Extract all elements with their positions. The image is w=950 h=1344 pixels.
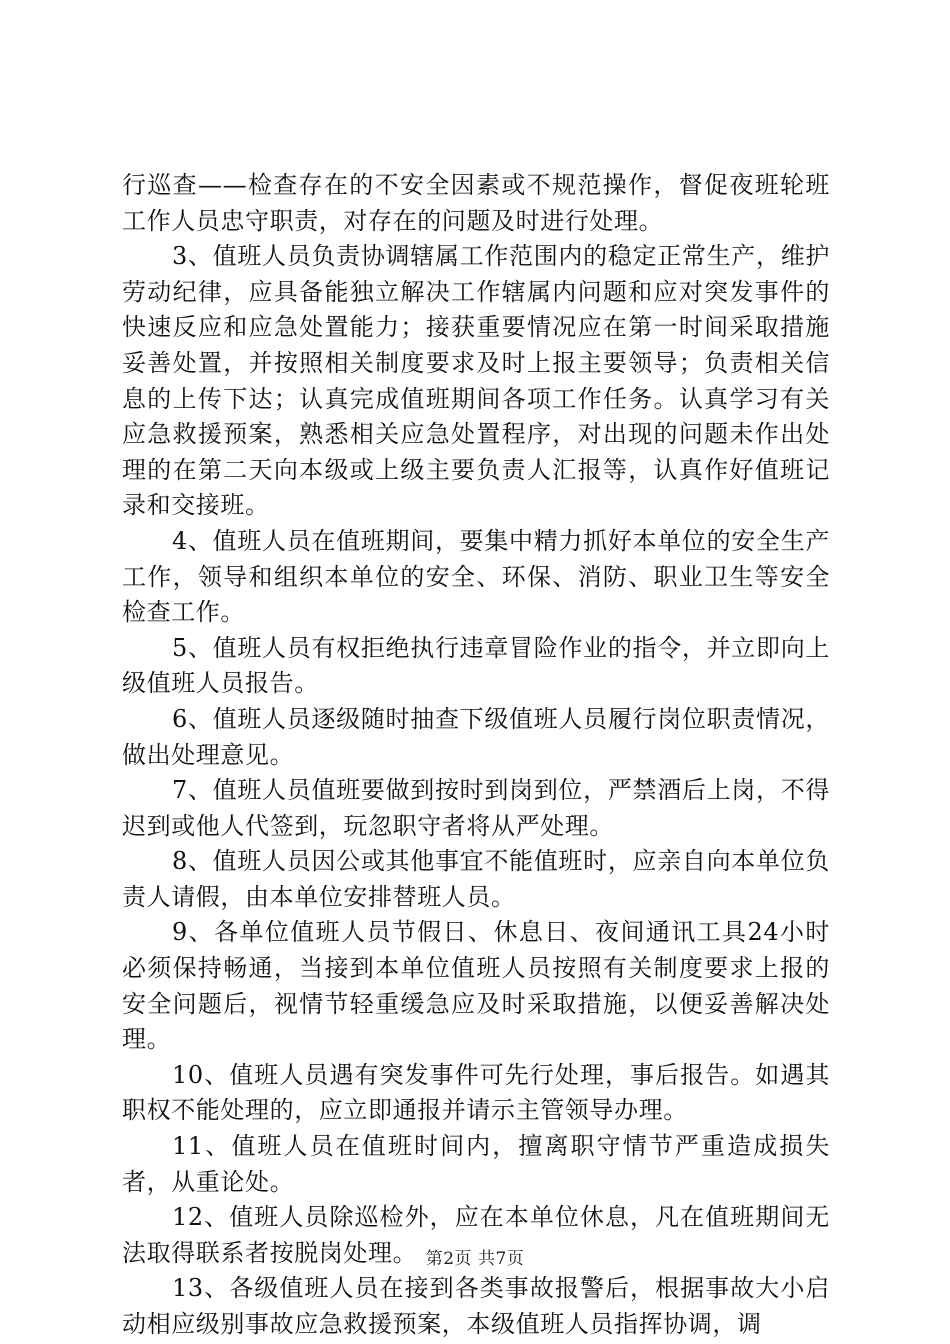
document-body	[122, 168, 830, 1343]
paragraph-continuation: 行巡查——检查存在的不安全因素或不规范操作，督促夜班轮班工作人员忠守职责，对存在的问题及时进行处理。	[122, 171, 830, 235]
paragraph-item-10: 10、值班人员遇有突发事件可先行处理，事后报告。如遇其职权不能处理的，应立即通报并请示主管领导办理。	[122, 1060, 830, 1125]
paragraph-item-3: 3、值班人员负责协调辖属工作范围内的稳定正常生产，维护劳动纪律，应具备能独立解决工作辖属内问题和应对突发事件的快速反应和应急处置能力；接获重要情况应在第一时间采取措施妥善处置，并按照相关制度要求及时上报主要领导；负责相关信息的上传下达；认真完成值班期间各项工作任务。认真学习有关应急救援预案，熟悉相关应急处置程序，对出现的问题未作出处理的在第二天向本级或上级主要负责人汇报等，认真作好值班记录和交接班。	[122, 242, 830, 520]
paragraph-item-13: 13、各级值班人员在接到各类事故报警后，根据事故大小启动相应级别事故应急救援预案，本级值班人员指挥协调，调	[122, 1274, 830, 1338]
paragraph-item-9: 9、各单位值班人员节假日、休息日、夜间通讯工具24小时必须保持畅通，当接到本单位值班人员按照有关制度要求上报的安全问题后，视情节轻重缓急应及时采取措施，以便妥善解决处理。	[122, 918, 830, 1054]
paragraph-item-8: 8、值班人员因公或其他事宜不能值班时，应亲自向本单位负责人请假，由本单位安排替班人员。	[122, 847, 830, 911]
paragraph-item-5: 5、值班人员有权拒绝执行违章冒险作业的指令，并立即向上级值班人员报告。	[122, 633, 830, 698]
paragraph-item-4: 4、值班人员在值班期间，要集中精力抓好本单位的安全生产工作，领导和组织本单位的安全、环保、消防、职业卫生等安全检查工作。	[122, 526, 830, 627]
paragraph-item-6: 6、值班人员逐级随时抽查下级值班人员履行岗位职责情况，做出处理意见。	[122, 704, 830, 769]
paragraph-item-7: 7、值班人员值班要做到按时到岗到位，严禁酒后上岗，不得迟到或他人代签到，玩忽职守者将从严处理。	[122, 776, 830, 840]
page-number-footer: 第2页 共7页	[425, 1249, 525, 1269]
paragraph-item-12: 12、值班人员除巡检外，应在本单位休息，凡在值班期间无法取得联系者按脱岗处理。	[122, 1203, 830, 1267]
paragraph-item-11: 11、值班人员在值班时间内，擅离职守情节严重造成损失者，从重论处。	[122, 1132, 830, 1196]
